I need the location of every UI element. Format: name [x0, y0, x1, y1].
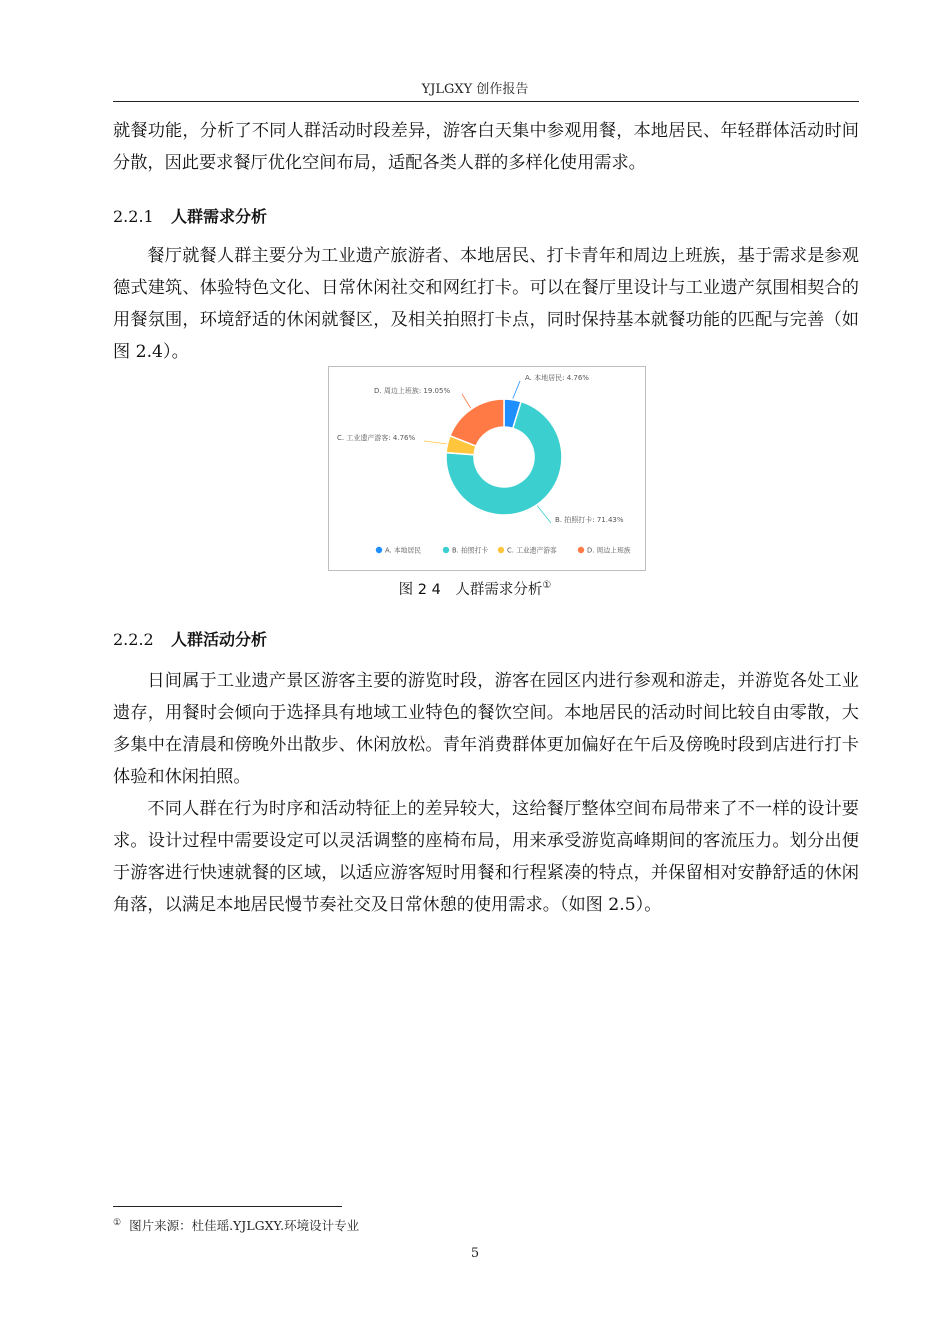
slice-label: A. 本地居民: 4.76%	[525, 374, 589, 382]
donut-chart-frame	[328, 366, 646, 571]
leader-line	[513, 381, 520, 399]
figure-caption-text: 图 2 4 人群需求分析	[398, 582, 543, 598]
legend-label: B. 拍照打卡	[452, 546, 489, 555]
donut-slice	[450, 399, 504, 446]
legend-marker	[376, 547, 382, 553]
paragraph-continued: 就餐功能，分析了不同人群活动时段差异，游客白天集中参观用餐，本地居民、年轻群体活动时间分散，因此要求餐厅优化空间布局，适配各类人群的多样化使用需求。	[113, 121, 859, 173]
footnote-reference: ①	[542, 580, 552, 592]
page-header: YJLGXY 创作报告	[421, 82, 529, 97]
footnote	[113, 1216, 359, 1234]
paragraph-layout-requirements: 不同人群在行为时序和活动特征上的差异较大，这给餐厅整体空间布局带来了不一样的设计要求。设计过程中需要设定可以灵活调整的座椅布局，用来承受游览高峰期间的客流压力。划分出便于游客进行快速就餐的区域，以适应游客短时用餐和行程紧凑的特点，并保留相对安静舒适的休闲角落，以满足本地居民慢节奏社交及日常休憩的使用需求。（如图 2.5）。	[113, 799, 859, 915]
section-title: 人群需求分析	[171, 207, 268, 226]
legend-label: A. 本地居民	[385, 546, 422, 555]
legend-marker	[578, 547, 584, 553]
section-heading-2-2-1	[113, 205, 267, 229]
section-number: 2.2.2	[113, 630, 154, 649]
legend-label: C. 工业遗产游客	[507, 546, 557, 555]
legend-label: D. 周边上班族	[587, 546, 631, 555]
leader-line	[462, 394, 471, 408]
section-title: 人群活动分析	[171, 630, 268, 649]
slice-label: D. 周边上班族: 19.05%	[374, 387, 451, 395]
header-rule	[113, 101, 859, 102]
section-number: 2.2.1	[113, 207, 154, 226]
footnote-mark: ①	[113, 1217, 122, 1228]
legend-marker	[498, 547, 504, 553]
footnote-text: 图片来源：杜佳瑶.YJLGXY.环境设计专业	[129, 1218, 360, 1233]
page-number: 5	[470, 1246, 480, 1261]
slice-label: B. 拍照打卡: 71.43%	[555, 516, 624, 524]
slice-label: C. 工业遗产游客: 4.76%	[337, 434, 416, 442]
legend-marker	[443, 547, 449, 553]
leader-line	[537, 506, 551, 523]
leader-line	[424, 441, 446, 444]
paragraph-activity-times: 日间属于工业遗产景区游客主要的游览时段，游客在园区内进行参观和游走，并游览各处工业遗存，用餐时会倾向于选择具有地域工业特色的餐饮空间。本地居民的活动时间比较自由零散，大多集中在清晨和傍晚外出散步、休闲放松。青年消费群体更加偏好在午后及傍晚时段到店进行打卡体验和休闲拍照。	[113, 671, 859, 787]
figure-caption	[0, 578, 950, 599]
donut-chart	[329, 367, 645, 570]
paragraph-crowd-needs: 餐厅就餐人群主要分为工业遗产旅游者、本地居民、打卡青年和周边上班族，基于需求是参观德式建筑、体验特色文化、日常休闲社交和网红打卡。可以在餐厅里设计与工业遗产氛围相契合的用餐氛围，环境舒适的休闲就餐区，及相关拍照打卡点，同时保持基本就餐功能的匹配与完善（如图 2.4）。	[113, 246, 859, 362]
section-heading-2-2-2	[113, 628, 267, 652]
footnote-rule	[113, 1206, 342, 1207]
